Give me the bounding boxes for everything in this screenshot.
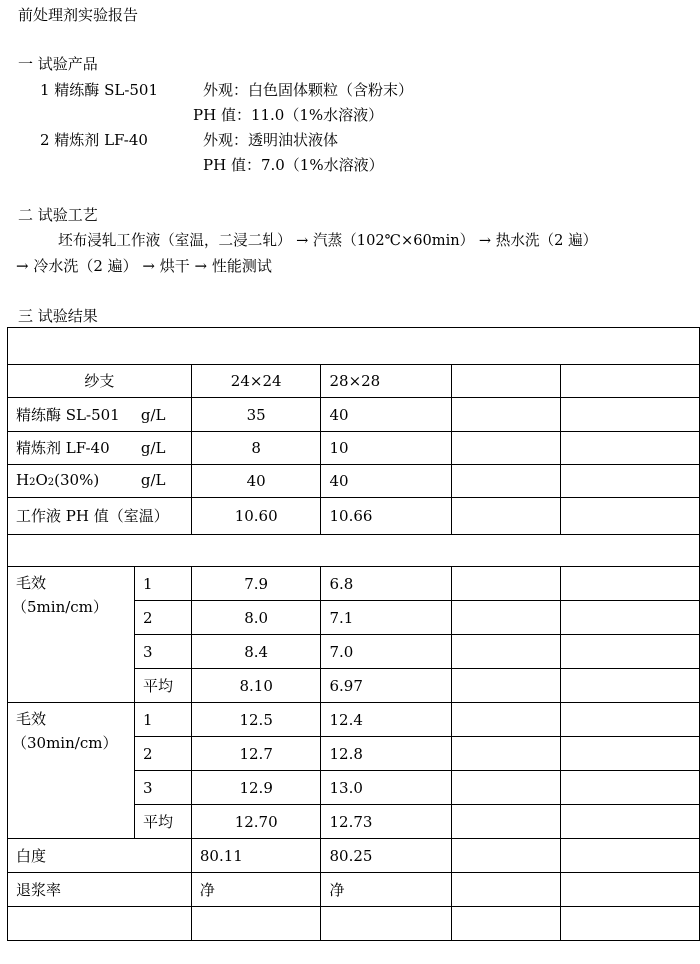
table-cell: 6.8 <box>321 567 452 601</box>
recipe-name-h2o2: H2O2(30%) <box>16 470 100 489</box>
table-cell: 12.5 <box>191 703 321 737</box>
col-24x24: 24×24 <box>191 365 321 398</box>
table-cell: 3 <box>134 635 191 669</box>
process-line-1: 坯布浸轧工作液（室温，二浸二轧） → 汽蒸（102℃×60min） → 热水洗（2 遍） <box>58 232 598 249</box>
yarn-count-label: 纱支 <box>8 365 192 398</box>
section-2-heading: 二 试验工艺 <box>18 206 98 224</box>
table-cell: 10 <box>321 432 452 465</box>
recipe-name-lf40: 精炼剂 LF-40 <box>16 439 110 457</box>
whiteness-label: 白度 <box>8 839 192 873</box>
table-blank-row <box>8 328 700 365</box>
table-row <box>8 432 700 465</box>
table-blank-row <box>8 535 700 567</box>
product-2-ph: PH 值：7.0（1%水溶液） <box>203 156 384 174</box>
table-cell: 2 <box>134 737 191 771</box>
table-row <box>8 703 700 737</box>
product-1-ph: PH 值：11.0（1%水溶液） <box>193 106 384 124</box>
table-cell: 80.25 <box>321 839 452 873</box>
table-cell: 35 <box>191 398 321 432</box>
section-1-heading: 一 试验产品 <box>18 55 98 73</box>
table-cell: 8.10 <box>191 669 321 703</box>
table-cell: 40 <box>321 465 452 498</box>
table-header-row <box>8 365 700 398</box>
section-3-heading: 三 试验结果 <box>18 307 98 325</box>
ph-label: 工作液 PH 值（室温） <box>8 498 192 535</box>
product-2-name: 2 精炼剂 LF-40 <box>40 131 148 149</box>
table-cell: 平均 <box>134 805 191 839</box>
recipe-unit: g/L <box>140 405 166 424</box>
col-28x28: 28×28 <box>321 365 452 398</box>
product-2-appearance: 外观：透明油状液体 <box>203 131 339 149</box>
report-title: 前处理剂实验报告 <box>18 6 139 24</box>
table-cell: 净 <box>321 873 452 907</box>
recipe-label-2 <box>8 432 192 465</box>
table-cell: 6.97 <box>321 669 452 703</box>
wick-5min-label: 毛效 （5min/cm） <box>8 567 135 703</box>
table-cell: 1 <box>134 703 191 737</box>
results-table <box>7 327 700 941</box>
recipe-name-sl501: 精练酶 SL-501 <box>16 405 120 424</box>
table-cell: 7.9 <box>191 567 321 601</box>
table-cell: 8.0 <box>191 601 321 635</box>
table-cell: 40 <box>191 465 321 498</box>
table-row <box>8 839 700 873</box>
recipe-label-3 <box>8 465 192 498</box>
table-cell: 12.9 <box>191 771 321 805</box>
recipe-unit: g/L <box>140 439 166 457</box>
table-blank-row <box>8 907 700 941</box>
process-line-2: → 冷水洗（2 遍） → 烘干 → 性能测试 <box>16 257 272 275</box>
table-row <box>8 498 700 535</box>
table-cell: 净 <box>191 873 321 907</box>
table-cell: 12.70 <box>191 805 321 839</box>
table-row <box>8 465 700 498</box>
table-cell: 80.11 <box>191 839 321 873</box>
table-cell: 1 <box>134 567 191 601</box>
table-cell: 7.0 <box>321 635 452 669</box>
table-cell: 10.66 <box>321 498 452 535</box>
desize-label: 退浆率 <box>8 873 192 907</box>
product-1-appearance: 外观：白色固体颗粒（含粉末） <box>203 81 414 99</box>
recipe-label-1 <box>8 398 192 432</box>
table-cell: 40 <box>321 398 452 432</box>
table-cell: 3 <box>134 771 191 805</box>
recipe-unit: g/L <box>140 470 166 489</box>
wick-30min-label: 毛效 （30min/cm） <box>8 703 135 839</box>
table-cell: 平均 <box>134 669 191 703</box>
table-cell: 2 <box>134 601 191 635</box>
table-cell: 7.1 <box>321 601 452 635</box>
table-cell: 12.8 <box>321 737 452 771</box>
table-row <box>8 398 700 432</box>
table-cell: 12.4 <box>321 703 452 737</box>
table-cell: 12.73 <box>321 805 452 839</box>
table-row <box>8 567 700 601</box>
table-cell: 8 <box>191 432 321 465</box>
table-cell: 10.60 <box>191 498 321 535</box>
table-row <box>8 873 700 907</box>
table-cell: 8.4 <box>191 635 321 669</box>
product-1-name: 1 精练酶 SL-501 <box>40 81 159 99</box>
table-cell: 12.7 <box>191 737 321 771</box>
table-cell: 13.0 <box>321 771 452 805</box>
